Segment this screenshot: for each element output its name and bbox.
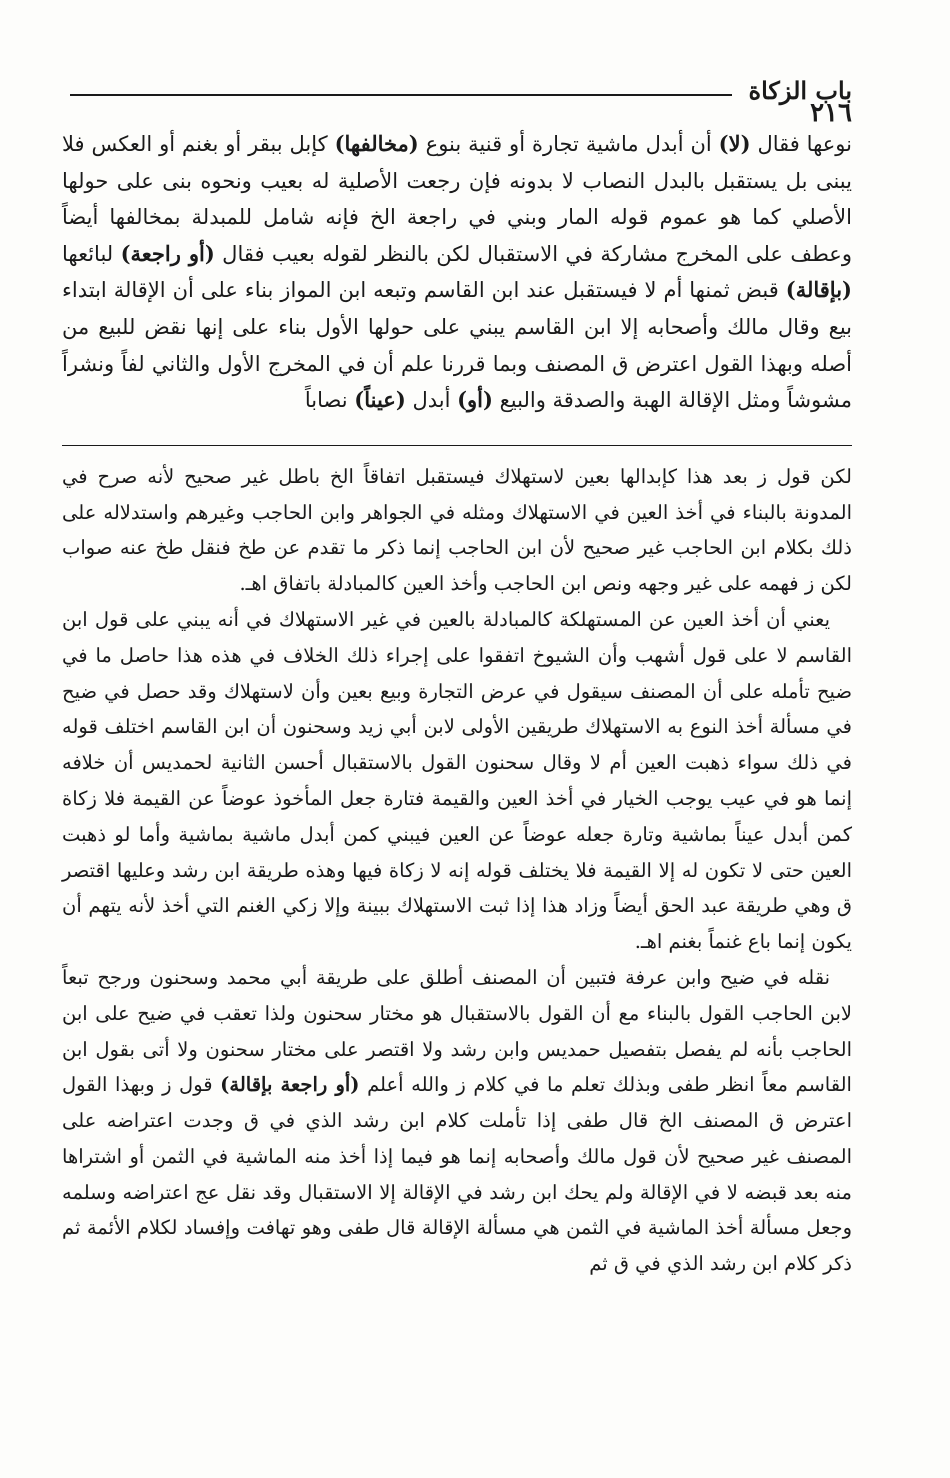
notes-section [62, 459, 852, 1282]
note-paragraph [62, 960, 852, 1282]
main-text [62, 126, 852, 419]
text-run: نوعها فقال [750, 132, 852, 156]
matn-quote: (أو) [457, 387, 493, 413]
text-run: أبدل [405, 388, 458, 413]
page-number: ٢١٦ [810, 98, 852, 128]
text-run: لبائعها [62, 241, 121, 266]
book-page [62, 60, 852, 1282]
footnote-separator [62, 445, 852, 446]
page-header [62, 60, 852, 126]
header-rule [70, 94, 732, 96]
main-paragraph [62, 126, 852, 419]
note-paragraph: لكن قول ز بعد هذا كإبدالها بعين لاستهلاك فيستقبل اتفاقاً الخ باطل غير صحيح لأنه صرح في المدونة بالبناء في أخذ العين في الاستهلاك ومثله في الجواهر وابن الحاجب وغيرهم واستدلاله على ذلك بكلام ابن الحاجب غير صحيح لأن ابن الحاجب إنما ذكر ما تقدم عن طخ فنقل طخ عنه صواب لكن ز فهمه على غير وجهه ونص ابن الحاجب وأخذ العين كالمبادلة باتفاق اهـ. [62, 464, 852, 596]
text-run: قبض ثمنها أم لا فيستقبل عند ابن القاسم وتبعه ابن المواز بناء على أن الإقالة ابتداء بيع وقال مالك وأصحابه إلا ابن القاسم يبني على حولها الأول بناء على إنها نقض للبيع من أصله وبهذا القول اعترض ق المصنف وبما قررنا علم أن في المخرج الأول والثاني لفاً ونشراً مشوشاً ومثل الإقالة الهبة والصدقة والبيع [62, 278, 852, 413]
text-run: قول ز وبهذا القول اعترض ق المصنف الخ قال طفى إذا تأملت كلام ابن رشد الذي في ق وجدت اعتراضه على المصنف غير صحيح لأن قول مالك وأصحابه إنما هو فيما إذا أخذ منه الماشية في الثمن أو اشتراها منه بعد قبضه لا في الإقالة ولم يحك ابن رشد في الإقالة إلا الاستقبال وقد نقل عج اعتراضه وسلمه وجعل مسألة أخذ الماشية في الثمن هي مسألة الإقالة قال طفى وهو تهافت وإفساد لكلام الأئمة ثم ذكر كلام ابن رشد الذي في ق ثم [62, 1073, 852, 1276]
text-run: أن أبدل ماشية تجارة أو قنية بنوع [418, 132, 719, 156]
matn-quote: (مخالفها) [334, 131, 419, 156]
matn-quote: (عيناً) [354, 387, 406, 413]
text-run: نقله في ضيح وابن عرفة فتبين أن المصنف أطلق على طريقة أبي محمد وسحنون ورجح تبعاً لابن الحاجب القول بالبناء مع أن القول بالاستقبال هو مختار سحنون ولذا تعقب في ضيح على ابن الحاجب بأنه لم يفصل بتفصيل حمديس وابن رشد ولا اقتصر على مختار سحنون ولا أتى بقول ابن القاسم معاً انظر طفى وبذلك تعلم ما في كلام ز والله أعلم [62, 965, 852, 1097]
text-run: كإبل ببقر أو بغنم أو العكس فلا يبنى بل يستقبل بالبدل النصاب لا بدونه فإن رجعت الأصلية له بعيب ونحوه بنى على حولها الأصلي كما هو عموم قوله المار وبني في راجعة الخ فإنه شامل للمبدلة بمخالفها أيضاً وعطف على المخرج مشاركة في الاستقبال لكن بالنظر لقوله بعيب فقال [62, 132, 852, 266]
chapter-title: باب الزكاة [748, 76, 852, 105]
matn-quote: (أو راجعة) [120, 240, 215, 266]
matn-quote: (بإقالة) [785, 277, 852, 303]
note-paragraph: يعني أن أخذ العين عن المستهلكة كالمبادلة بالعين في غير الاستهلاك في أنه يبني على قول ابن القاسم لا على قول أشهب وأن الشيوخ اتفقوا على إجراء ذلك الخلاف في هذه هذا حاصل ما في ضيح تأمله على أن المصنف سيقول في عرض التجارة وبيع بعين وأن لاستهلاك وقد حصل في ضيح في مسألة أخذ النوع به الاستهلاك طريقين الأولى لابن أبي زيد وسحنون أن ابن القاسم اختلف قوله في ذلك سواء ذهبت العين أم لا وقال سحنون القول بالاستقبال أحسن الثانية لحمديس أن خلافه إنما هو في عيب يوجب الخيار في أخذ العين والقيمة فتارة جعل المأخوذ عوضاً عن القيمة فلا زكاة كمن أبدل عيناً بماشية وتارة جعله عوضاً عن العين فيبني كمن أبدل ماشية بماشية وأما لو ذهبت العين حتى لا تكون له إلا القيمة فلا يختلف قوله إنه لا زكاة فيها وهذه طريقة ابن رشد وعليها اقتصر ق وهي طريقة عبد الحق أيضاً وزاد هذا إذا ثبت الاستهلاك ببينة وإلا زكي الغنم التي أخذ لأنه يتهم أن يكون إنما باع غنماً بغنم اهـ. [62, 607, 852, 954]
matn-quote: (لا) [718, 131, 751, 156]
matn-quote: (أو راجعة بإقالة) [220, 1073, 360, 1097]
text-run: نصاباً [304, 388, 355, 413]
